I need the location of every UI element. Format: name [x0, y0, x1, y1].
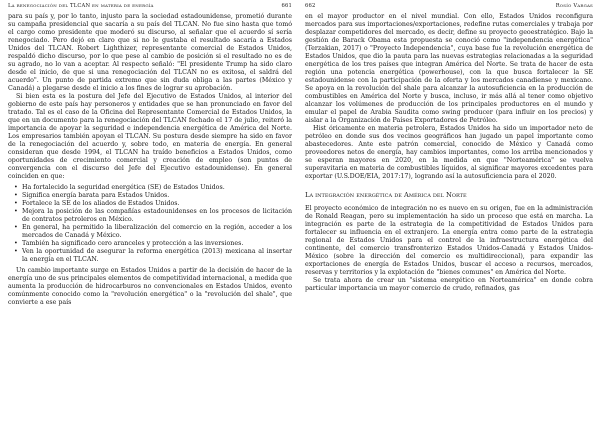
left-paragraph-2: Si bien esta es la postura del Jefe del Ejecutivo de Estados Unidos, al interior del gobierno de este país hay personeros y entidades que se han pronunciado en favor del tratado. Tal es el caso de la Oficina del Representante Comercial de Estados Unidos, la que en un documento para la renegociación del TLCAN fechado el 17 de julio, reiteró la importancia de apoyar la seguridad e independencia energética de América del Norte. Los empresarios también apoyan el TLCAN. Su postura desde siempre ha sido en favor de la renegociación del acuerdo y, sobre todo, en materia de energía. En general consideran que desde 1994, el TLCAN ha traído beneficios a Estados Unidos, como oportunidades de crecimiento comercial y creación de empleo (son puntos de convergencia con el discurso del Jefe del Ejecutivo estadounidense). En general coinciden en que:	[8, 93, 292, 180]
right-header-title: Rosío Vargas	[555, 3, 593, 9]
left-page	[8, 0, 292, 431]
right-body-text	[305, 13, 593, 293]
right-page	[305, 0, 593, 431]
right-running-header	[305, 3, 593, 13]
left-paragraph-1: para su país y, por lo tanto, injusto para la sociedad estadounidense, prometió durante su campaña presidencial que sacaría a su país del TLCAN. No fue sino hasta que tomó el cargo como presidente que moderó su discurso, al señalar que el acuerdo sí sería renegociado. Pero dejó en claro que si no le gustaba el resultado sacaría a Estados Unidos del TLCAN. Robert Lighthizer, representante comercial de Estados Unidos, respaldó dicho discurso, por lo que pese al cambio de posición si el resultado no es de su agrado, no lo van a aceptar. Al respecto señaló: "El presidente Trump ha sido claro desde el inicio, de que si una renegociación del TLCAN no es exitosa, el saldrá del acuerdo". Un punto de partida extremo que sin duda obliga a las partes (México y Canadá) a plegarse desde el inicio a los fines de lograr su aprobación.	[8, 13, 292, 92]
left-running-header	[8, 3, 292, 13]
list-item: • También ha significado cero aranceles y protección a las inversiones.	[22, 240, 292, 248]
list-item: • En general, ha permitido la liberalización del comercio en la región, acceder a los mercados de Canadá y México.	[22, 224, 292, 240]
left-body-text	[8, 13, 292, 307]
left-paragraph-3: Un cambio importante surge en Estados Unidos a partir de la decisión de hacer de la energía uno de sus principales elementos de competitividad internacional, a medida que aumenta la producción de hidrocarburos no convencionales en Estados Unidos, evento comúnmente conocido como la "revolución energética" o la "revolución del shale", que convierte a ese país	[8, 267, 292, 306]
right-paragraph-1: en el mayor productor en el nivel mundial. Con ello, Estados Unidos reconfigura mercados para sus importaciones/exportaciones, redefine rutas comerciales y trabaja por desplazar competidores del mercado, es decir, define su proyecto geoestratégico. Bajo la gestión de Barack Obama esta propuesta se conoció como "independencia energética" (Terzakian, 2017) o "Proyecto Independencia", cuya base fue la revolución energética de Estados Unidos, que dio la pauta para las nuevas estrategias relacionadas a la seguridad energética de los tres países que integran América del Norte. Se trata de hacer de esta región una potencia energética (powerhouse), con la que busca fortalecer la SE estadounidense con la participación de la oferta y los mercados canadiense y mexicano. Se apoya en la revolución del shale para alcanzar la autosuficiencia en la producción de combustibles en América del Norte y busca, incluso, ir más allá al tener como objetivo alcanzar los volúmenes de producción de los principales productores en el mundo y emular el papel de Arabia Saudita como swing producer (para influir en los precios) y aislar a la Organización de Países Exportadores de Petróleo.	[305, 13, 593, 124]
list-item: • Mejora la posición de las compañías estadounidenses en los procesos de licitación de contratos petroleros en México.	[22, 208, 292, 224]
left-header-title: La renegociación del TLCAN en materia de energía	[8, 3, 154, 9]
list-item: • Fortalece la SE de los aliados de Estados Unidos.	[22, 200, 292, 208]
benefits-list	[8, 184, 292, 264]
list-item: • Significa energía barata para Estados Unidos.	[22, 192, 292, 200]
right-paragraph-3: El proyecto económico de integración no es nuevo en su origen, fue en la administración de Ronald Reagan, pero su implementación ha sido un proceso que está en marcha. La integración es parte de la estrategia de la competitividad de Estados Unidos para fortalecer su influencia en el extranjero. La energía entra como parte de la estrategia regional de Estados Unidos para el control de la infraestructura energética del continente, del comercio transfronterizo Estados Unidos-Canadá y Estados Unidos-México (sobre la dirección del comercio es multidireccional), para expandir las exportaciones de energía de Estados Unidos, buscar el acceso a recursos, mercados, reservas y territorios y la explotación de "bienes comunes" en América del Norte.	[305, 205, 593, 276]
right-paragraph-2: Hist óricamente en materia petrolera, Estados Unidos ha sido un importador neto de petróleo en donde sus dos vecinos geográficos han jugado un papel importante como abastecedores. Ante este patrón comercial, conocido de México y Canadá como proveedores netos de energía, hay cambios importantes, como los arriba mencionados y se esperan mayores en 2020, en la medida en que "Norteamérica" se vuelva superavitaria en materia de combustibles líquidos, al significar mayores excedentes para exportar (U.S.DOE/EIA, 2017:17), logrando así la autosuficiencia para el 2020.	[305, 125, 593, 180]
right-paragraph-4: Se trata ahora de crear un "sistema energético en Norteamérica" en donde cobra particular importancia un mayor comercio de crudo, refinados, gas	[305, 277, 593, 292]
right-page-number: 662	[305, 3, 316, 9]
left-page-number: 661	[281, 3, 292, 9]
list-item: • Ha fortalecido la seguridad energética (SE) de Estados Unidos.	[22, 184, 292, 192]
list-item: • Ven la oportunidad de asegurar la reforma energética (2013) mexicana al insertar la energía en el TLCAN.	[22, 248, 292, 264]
section-spacer	[305, 181, 593, 189]
section-heading: La integración energética de América del Norte	[305, 191, 467, 199]
